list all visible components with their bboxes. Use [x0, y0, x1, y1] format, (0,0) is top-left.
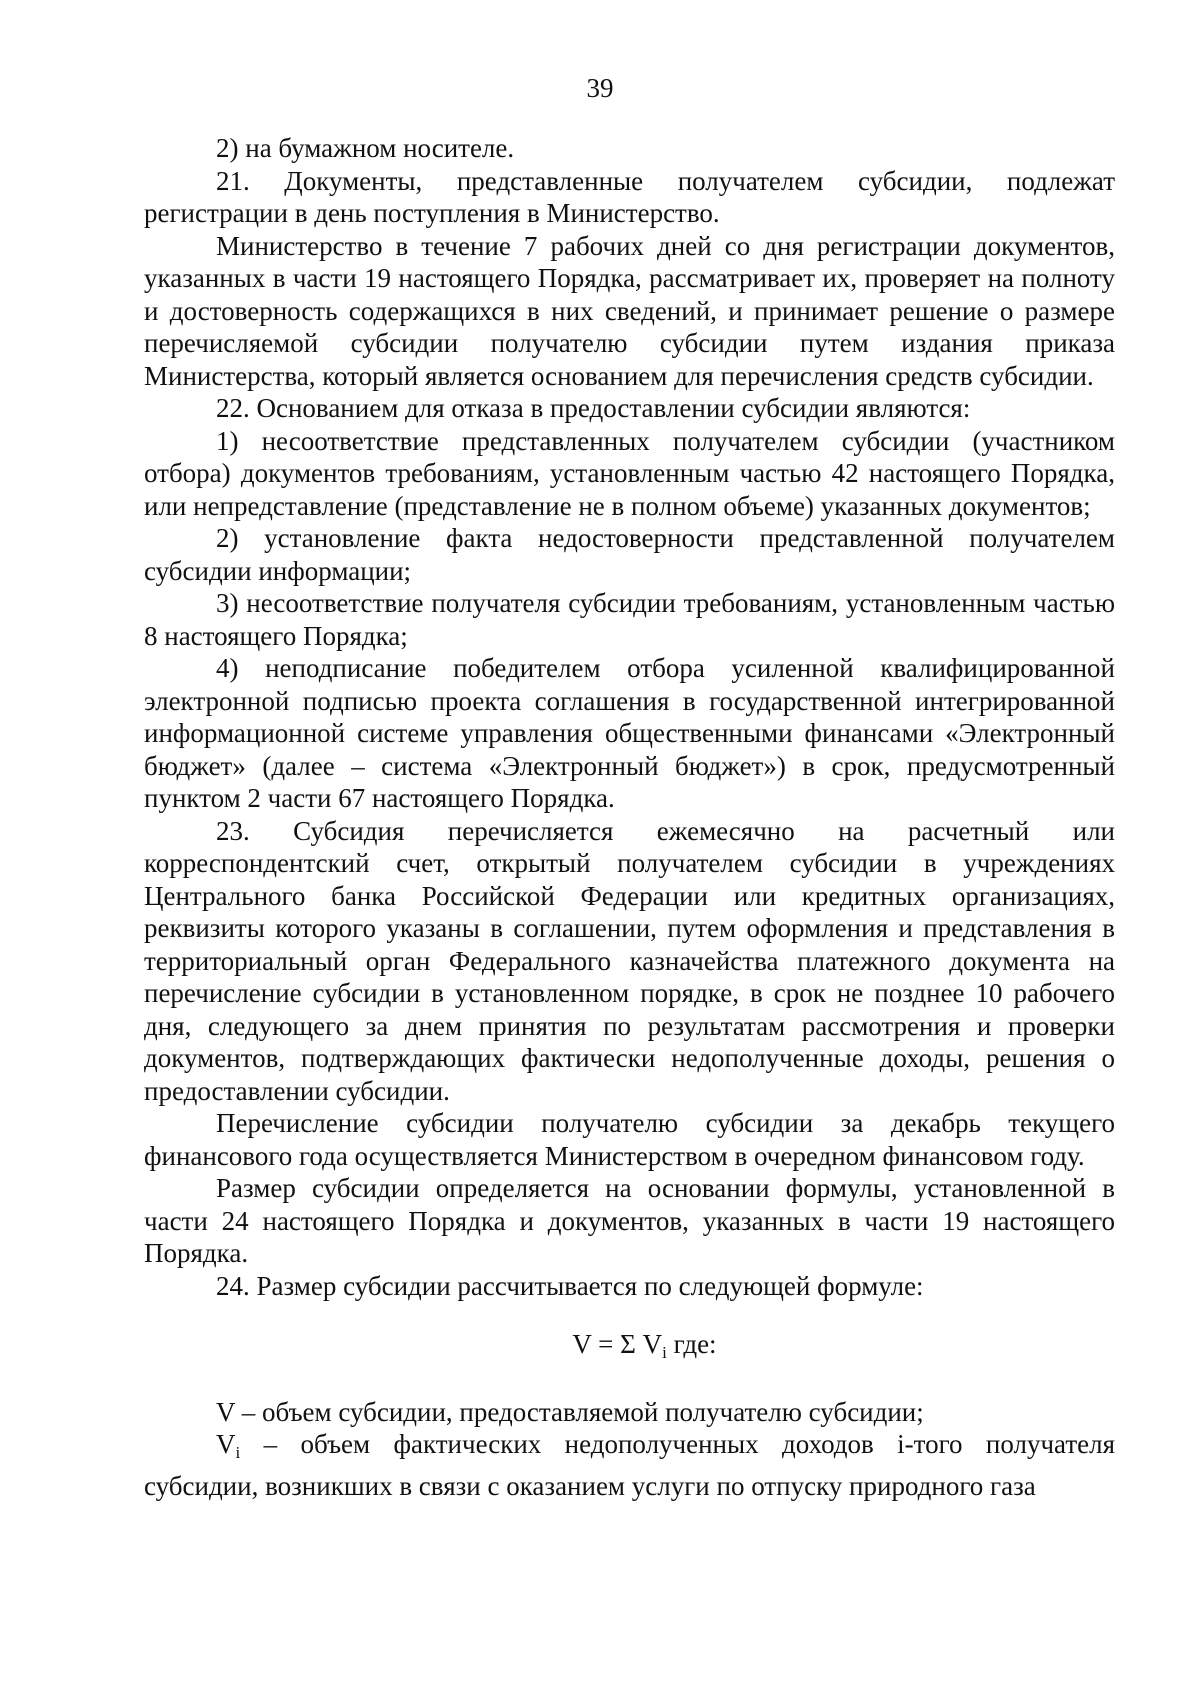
definition — [144, 1428, 1115, 1502]
definition-text: – объем фактических недополученных доходов i-того получателя субсидии, возникших в связи с оказанием услуги по отпуску природного газа — [144, 1429, 1115, 1501]
paragraph: 24. Размер субсидии рассчитывается по следующей формуле: — [216, 1270, 924, 1301]
formula — [144, 1328, 1115, 1370]
document-body — [144, 132, 1115, 1502]
formula-subscript: i — [662, 1343, 667, 1362]
paragraph: 3) несоответствие получателя субсидии требованиям, установленным частью 8 настоящего Порядка; — [144, 588, 1115, 651]
paragraph: Размер субсидии определяется на основании формулы, установленной в части 24 настоящего Порядка и документов, указанных в части 19 настоящего Порядка. — [144, 1173, 1115, 1268]
definition: V – объем субсидии, предоставляемой получателю субсидии; — [216, 1396, 924, 1427]
paragraph: 2) установление факта недостоверности представленной получателем субсидии информации; — [144, 523, 1115, 586]
paragraph: Министерство в течение 7 рабочих дней со дня регистрации документов, указанных в части 19 настоящего Порядка, рассматривает их, проверяет на полноту и достоверность содержащихся в них сведений, и принимает решение о размере перечисляемой субсидии получателю субсидии путем издания приказа Министерства, который является основанием для перечисления средств субсидии. — [144, 230, 1115, 391]
paragraph: 2) на бумажном носителе. — [216, 133, 515, 163]
paragraph: 21. Документы, представленные получателем субсидии, подлежат регистрации в день поступления в Министерство. — [144, 165, 1115, 228]
formula-main: V = Σ V — [572, 1329, 663, 1359]
paragraph: 4) неподписание победителем отбора усиленной квалифицированной электронной подписью проекта соглашения в государственной интегрированной информационной системе управления общественными финансами «Электронный бюджет» (далее – система «Электронный бюджет») в срок, предусмотренный пунктом 2 части 67 настоящего Порядка. — [144, 653, 1115, 813]
formula-suffix: где: — [666, 1329, 717, 1359]
paragraph: 22. Основанием для отказа в предоставлении субсидии являются: — [216, 393, 971, 423]
paragraph: 1) несоответствие представленных получателем субсидии (участником отбора) документов требованиям, установленным частью 42 настоящего Порядка, или непредставление (представление не в полном объеме) указанных документов; — [144, 425, 1115, 521]
paragraph: Перечисление субсидии получателю субсидии за декабрь текущего финансового года осуществляется Министерством в очередном финансовом году. — [144, 1108, 1115, 1171]
definition-subscript: i — [235, 1443, 241, 1462]
page-number: 39 — [586, 73, 614, 103]
paragraph: 23. Субсидия перечисляется ежемесячно на расчетный или корреспондентский счет, открытый получателем субсидии в учреждениях Центрального банка Российской Федерации или кредитных организациях, реквизиты которого указаны в соглашении, путем оформления и представления в территориальный орган Федерального казначейства платежного документа на перечисление субсидии в установленном порядке, в срок не позднее 10 рабочего дня, следующего за днем принятия по результатам рассмотрения и проверки документов, подтверждающих фактически недополученные доходы, решения о предоставлении субсидии. — [144, 815, 1115, 1106]
definition-symbol: V — [216, 1429, 236, 1459]
